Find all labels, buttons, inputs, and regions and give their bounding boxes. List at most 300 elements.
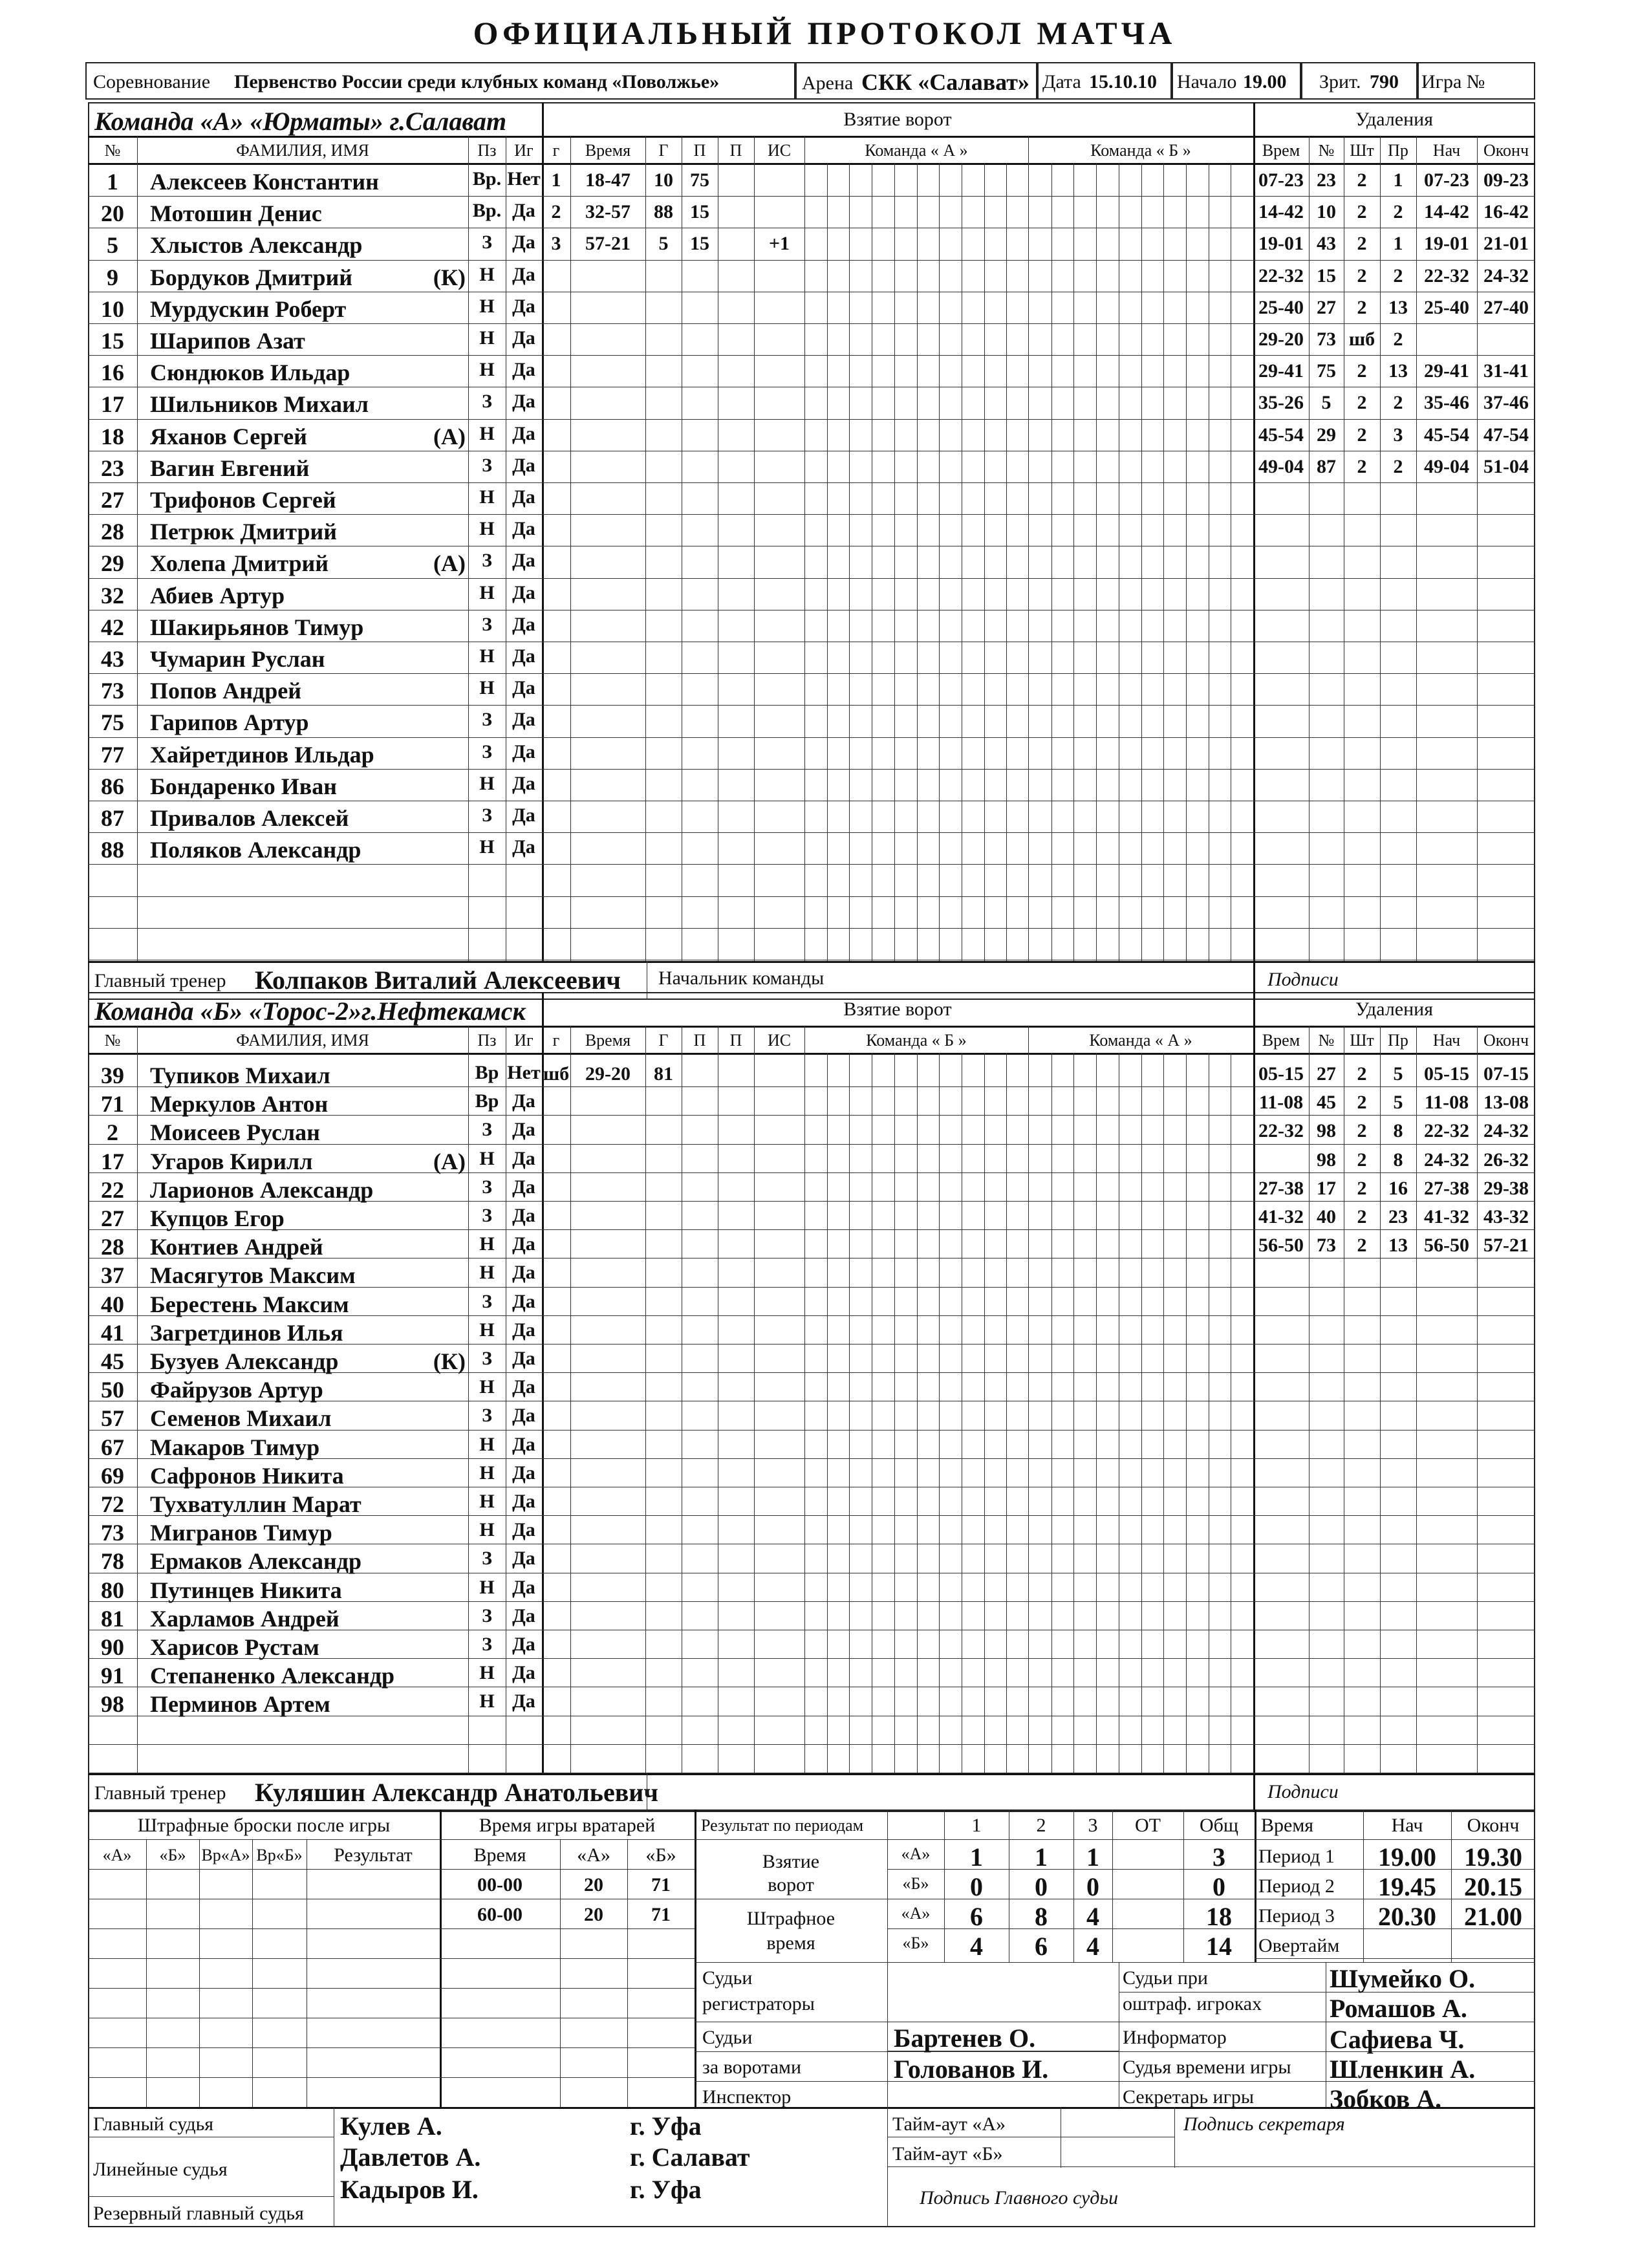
team_a-player-no: 77 — [101, 741, 124, 768]
registrars-label: Судьи — [702, 1967, 753, 1989]
grid-line — [917, 163, 918, 961]
team_a-pen-end: 47-54 — [1483, 424, 1529, 446]
team_a-player-pos: З — [482, 805, 492, 826]
team_a-goal-col: г — [552, 141, 560, 160]
team_b-pen-no: 98 — [1317, 1120, 1336, 1142]
period-col: 2 — [1036, 1815, 1046, 1836]
team_b-player-play: Да — [512, 1147, 535, 1169]
team_b-pen-col: Врем — [1262, 1031, 1300, 1050]
team_a-player-play: Да — [512, 550, 535, 572]
team_a-player-no: 10 — [101, 296, 124, 322]
team_b-player-no: 22 — [101, 1176, 124, 1203]
team_a-pen-no: 87 — [1317, 455, 1336, 477]
goalie-time: 00-00 — [477, 1874, 523, 1895]
team_a-pen-start: 14-42 — [1424, 201, 1469, 223]
grid-line — [849, 163, 850, 961]
team_a-player-pos: Н — [479, 263, 495, 285]
linesman: Давлетов А. — [340, 2143, 481, 2172]
team_a-player-name: Холепа Дмитрий — [150, 550, 329, 577]
team_a-pen-time: 25-40 — [1258, 296, 1304, 318]
team_a-player-no: 5 — [107, 232, 118, 259]
team_b-player-name: Путинцев Никита — [150, 1577, 342, 1603]
grid-line — [894, 1053, 895, 1773]
team_b-player-play: Да — [512, 1519, 535, 1541]
period-value: 14 — [1206, 1932, 1232, 1961]
team_b-player-name: Ермаков Александр — [150, 1548, 361, 1575]
grid-line — [88, 1958, 695, 1959]
spectators-cell — [1301, 62, 1417, 100]
team_a-player-pos: Н — [479, 327, 495, 349]
team_a-player-play: Да — [512, 200, 535, 222]
team_a-pen-col: № — [1318, 141, 1335, 160]
team_b-player-name: Купцов Егор — [150, 1205, 285, 1231]
grid-line — [88, 355, 1535, 356]
arena-label: Арена — [802, 72, 854, 94]
team_a-player-name: Петрюк Дмитрий — [150, 519, 338, 545]
shootout-result-label: Результат — [334, 1844, 413, 1866]
grid-line — [645, 1026, 646, 1773]
grid-line — [88, 578, 1535, 579]
team_b-player-name: Бузуев Александр — [150, 1348, 339, 1374]
start-label: Начало — [1177, 71, 1237, 92]
grid-line — [88, 928, 1535, 929]
grid-line — [88, 163, 1535, 165]
team_a-pen-end: 37-46 — [1483, 392, 1529, 414]
team_b-player-play: Да — [512, 1176, 535, 1198]
team_b-player-no: 39 — [101, 1063, 124, 1088]
team_a-pen-min: 2 — [1357, 265, 1367, 286]
grid-line — [252, 1839, 253, 2107]
grid-line — [1051, 163, 1052, 961]
team_a-goal-col: ИС — [767, 141, 792, 160]
team_b-goal-col: ИС — [767, 1031, 792, 1050]
team_a-pen-start: 29-41 — [1424, 360, 1469, 382]
team_b-pen-min: 2 — [1357, 1206, 1367, 1227]
team_b-player-pos: Н — [479, 1376, 495, 1398]
period-value: 1 — [1086, 1842, 1099, 1872]
team_a-player-pos: З — [482, 454, 492, 476]
shootout-col: Вр«Б» — [256, 1846, 303, 1864]
grid-line — [88, 2047, 695, 2048]
grid-line — [1096, 163, 1097, 961]
team_b-goal-col: П — [729, 1031, 742, 1050]
team_b-player-no: 41 — [101, 1319, 124, 1346]
spectators-value: 790 — [1370, 71, 1399, 92]
team_a-player-no: 75 — [101, 709, 124, 736]
grid-line — [754, 1026, 755, 1773]
team_b-player-no: 98 — [101, 1691, 124, 1718]
team_a-pen-time: 45-54 — [1258, 424, 1304, 446]
team_a-player-play: Да — [512, 836, 535, 858]
grid-line — [88, 1928, 695, 1929]
team_a-player-play: Да — [512, 263, 535, 285]
grid-line — [88, 961, 1535, 963]
team_b-pen-no: 17 — [1317, 1177, 1336, 1199]
team_b-player-pos: Вр — [475, 1062, 499, 1083]
team_a-player-name: Бордуков Дмитрий — [150, 264, 353, 290]
team_b-player-name: Загретдинов Илья — [150, 1319, 343, 1346]
team_a-player-role: (А) — [433, 423, 466, 449]
team_b-player-no: 73 — [101, 1520, 124, 1546]
team_a-pen-time: 29-41 — [1258, 360, 1304, 382]
start-cell — [1172, 62, 1301, 100]
penalty-box-label-2: оштраф. игроках — [1123, 1993, 1262, 2014]
team_b-player-play: Да — [512, 1662, 535, 1684]
grid-line — [88, 2077, 695, 2078]
team_a-player-name: Хайретдинов Ильдар — [150, 741, 374, 768]
team_b-pen-end: 26-32 — [1483, 1149, 1529, 1171]
team_b-player-name: Угаров Кирилл — [150, 1148, 313, 1174]
team_a-pen-col: Оконч — [1483, 141, 1529, 160]
team_a-player-play: Да — [512, 518, 535, 540]
team_b-player-play: Да — [512, 1090, 535, 1112]
team_b-player-no: 67 — [101, 1434, 124, 1460]
grid-line — [88, 196, 1535, 197]
team_a-player-pos: Н — [479, 645, 495, 667]
period-label: Период 1 — [1258, 1846, 1335, 1867]
team_b-player-name: Меркулов Антон — [150, 1091, 329, 1118]
team_b-player-no: 50 — [101, 1377, 124, 1403]
team_a-pen-min: 2 — [1357, 296, 1367, 318]
period-team: «А» — [901, 1844, 931, 1863]
team_a-goal-time: 57-21 — [585, 233, 630, 255]
team_a-pen-time: 14-42 — [1258, 201, 1304, 223]
team_b-signatures: Подписи — [1267, 1781, 1339, 1802]
linesman: Кадыров И. — [340, 2175, 479, 2204]
team_b-coach: Куляшин Александр Анатольевич — [255, 1778, 658, 1807]
team_a-player-no: 86 — [101, 773, 124, 799]
penalty-box-label: Судьи при — [1123, 1967, 1208, 1989]
grid-line — [88, 1773, 1535, 1775]
grid-line — [542, 1026, 544, 1773]
team_a-player-no: 18 — [101, 423, 124, 449]
grid-line — [1174, 2107, 1175, 2168]
team_a-player-name: Алексеев Константин — [150, 169, 379, 195]
team_a-pen-col: Нач — [1432, 141, 1461, 160]
team_b-player-no: 40 — [101, 1291, 124, 1317]
period-start: 19.00 — [1378, 1842, 1436, 1872]
period-team: «Б» — [902, 1934, 929, 1952]
team_a-player-no: 42 — [101, 614, 124, 640]
grid-line — [1006, 1053, 1007, 1773]
team_b-pen-min: 2 — [1357, 1120, 1367, 1142]
grid-line — [570, 1026, 571, 1773]
team_a-player-role: (А) — [433, 550, 466, 577]
team_a-player-no: 88 — [101, 837, 124, 863]
team_b-pen-end: 07-15 — [1483, 1063, 1529, 1085]
team_a-goal-time: 32-57 — [585, 201, 630, 223]
grid-line — [849, 1053, 850, 1773]
period-value: 4 — [1086, 1932, 1099, 1961]
team_b-pen-start: 05-15 — [1424, 1063, 1469, 1085]
team_a-pen-min: 2 — [1357, 201, 1367, 223]
team_b-player-pos: Н — [479, 1233, 495, 1255]
arena-cell — [795, 62, 1037, 100]
team_a-goals-title: Взятие ворот — [843, 109, 952, 130]
team_b-pen-reason: 5 — [1393, 1092, 1403, 1114]
grid-line — [1186, 163, 1187, 961]
team_a-player-name: Бондаренко Иван — [150, 773, 337, 799]
team_a-pen-min: 2 — [1357, 360, 1367, 382]
team_b-player-name: Контиев Андрей — [150, 1234, 323, 1260]
team_b-player-no: 27 — [101, 1205, 124, 1231]
team_b-player-name: Тухватуллин Марат — [150, 1491, 361, 1517]
team_a-header: Команда «А» «Юрматы» г.Салават — [94, 107, 507, 136]
team_a-player-name: Сюндюков Ильдар — [150, 360, 350, 386]
team_a-player-no: 15 — [101, 328, 124, 354]
team_b-player-play: Да — [512, 1604, 535, 1626]
team_b-player-role: (А) — [433, 1148, 466, 1174]
grid-line — [894, 163, 895, 961]
team_b-player-play: Да — [512, 1290, 535, 1312]
team_b-pen-min: 2 — [1357, 1149, 1367, 1171]
team_b-pen-reason: 8 — [1393, 1149, 1403, 1171]
team_b-pen-col: № — [1318, 1031, 1335, 1050]
team_a-col-no: № — [104, 141, 121, 160]
secretary-label: Секретарь игры — [1123, 2086, 1255, 2108]
team_b-pen-reason: 5 — [1393, 1063, 1403, 1085]
grid-line — [1028, 1026, 1029, 1773]
team_a-goal-scorer: 5 — [658, 233, 669, 255]
team_a-col-pos: Пз — [477, 141, 497, 160]
grid-line — [88, 832, 1535, 833]
team_a-pen-start: 19-01 — [1424, 233, 1469, 255]
team_b-player-play: Нет — [507, 1062, 541, 1083]
team_b-pen-start: 22-32 — [1424, 1120, 1469, 1142]
period-start: 19.45 — [1378, 1872, 1436, 1901]
team_b-goal-col: Время — [585, 1031, 631, 1050]
team_b-pen-time: 56-50 — [1258, 1235, 1304, 1257]
team_b-player-no: 69 — [101, 1462, 124, 1489]
goalie-a: 20 — [584, 1904, 603, 1925]
goalie-col: «Б» — [645, 1844, 676, 1866]
team_a-player-name: Чумарин Руслан — [150, 646, 325, 672]
team_b-player-no: 17 — [101, 1148, 124, 1174]
team_b-player-no: 28 — [101, 1234, 124, 1260]
team_b-player-play: Да — [512, 1576, 535, 1598]
period-value: 0 — [970, 1872, 983, 1901]
team_a-pen-min: 2 — [1357, 169, 1367, 191]
grid-line — [1112, 1809, 1113, 1962]
grid-line — [88, 2196, 334, 2197]
team_b-col-name: ФАМИЛИЯ, ИМЯ — [236, 1031, 369, 1050]
team_a-player-pos: З — [482, 709, 492, 731]
team_b-pen-start: 24-32 — [1424, 1149, 1469, 1171]
team_a-pen-time: 22-32 — [1258, 265, 1304, 286]
grid-line — [939, 163, 940, 961]
goalie-col: Время — [473, 1844, 526, 1866]
shootout-title: Штрафные броски после игры — [137, 1815, 391, 1836]
team_b-goal-col: г — [552, 1031, 560, 1050]
team_a-pen-no: 73 — [1317, 329, 1336, 350]
grid-line — [1073, 163, 1074, 961]
team_a-pen-reason: 1 — [1393, 169, 1403, 191]
team_b-pen-end: 24-32 — [1483, 1120, 1529, 1142]
team_a-pen-reason: 3 — [1393, 424, 1403, 446]
grid-line — [939, 1053, 940, 1773]
team_a-pen-time: 49-04 — [1258, 455, 1304, 477]
team_b-player-pos: Н — [479, 1576, 495, 1598]
grid-line — [88, 705, 1535, 706]
grid-line — [1186, 1053, 1187, 1773]
team_a-player-no: 29 — [101, 550, 124, 577]
team_a-pen-no: 29 — [1317, 424, 1336, 446]
grid-line — [1255, 1809, 1256, 1962]
goalie-b: 71 — [651, 1874, 671, 1895]
grid-line — [827, 163, 828, 961]
secretary-sign: Подпись секретаря — [1183, 2113, 1345, 2135]
team_a-col-name: ФАМИЛИЯ, ИМЯ — [236, 141, 369, 160]
date-value: 15.10.10 — [1089, 71, 1157, 92]
team_b-player-no: 72 — [101, 1491, 124, 1517]
team_b-player-play: Да — [512, 1205, 535, 1226]
grid-line — [146, 1839, 147, 2107]
team_a-player-no: 43 — [101, 646, 124, 672]
team_a-player-play: Нет — [507, 168, 541, 189]
reserve-label: Резервный главный судья — [93, 2203, 304, 2224]
period-start: 20.30 — [1378, 1902, 1436, 1931]
team_b-col-no: № — [104, 1031, 121, 1050]
team_a-player-play: Да — [512, 422, 535, 444]
team_a-player-name: Гарипов Артур — [150, 709, 309, 736]
game-number-label: Игра № — [1421, 71, 1485, 92]
goal-judge-2: Голованов И. — [894, 2055, 1049, 2084]
team_a-goal-col: П — [729, 141, 742, 160]
team_a-player-pos: Н — [479, 518, 495, 540]
team_a-pen-no: 43 — [1317, 233, 1336, 255]
team_a-player-play: Да — [512, 327, 535, 349]
team_a-team-col-2: Команда « Б » — [1090, 141, 1191, 160]
team_b-pen-min: 2 — [1357, 1235, 1367, 1257]
team_b-pen-no: 40 — [1317, 1206, 1336, 1227]
team_b-pen-reason: 8 — [1393, 1120, 1403, 1142]
team_a-pen-time: 07-23 — [1258, 169, 1304, 191]
timeout-b: Тайм-аут «Б» — [892, 2143, 1003, 2165]
team_a-pen-min: 2 — [1357, 455, 1367, 477]
grid-line — [88, 673, 1535, 674]
team_a-player-no: 1 — [107, 169, 118, 195]
team_a-goal-col: Время — [585, 141, 631, 160]
linesmen-label: Линейные судья — [93, 2159, 228, 2180]
team_a-player-name: Абиев Артур — [150, 582, 285, 609]
team_b-pen-start: 41-32 — [1424, 1206, 1469, 1227]
team_b-player-pos: Н — [479, 1262, 495, 1284]
period-time-col: Время — [1261, 1815, 1314, 1836]
grid-line — [1141, 1053, 1142, 1773]
team_a-player-no: 20 — [101, 200, 124, 227]
team_b-player-no: 78 — [101, 1548, 124, 1575]
team_b-coach-label: Главный тренер — [94, 1782, 226, 1804]
grid-line — [887, 2166, 1535, 2167]
grid-line — [1141, 163, 1142, 961]
team_a-pen-start: 25-40 — [1424, 296, 1469, 318]
team_a-player-play: Да — [512, 295, 535, 317]
team_a-pen-reason: 1 — [1393, 233, 1403, 255]
pim-label: Штрафное — [746, 1908, 835, 1929]
period-value: 4 — [1086, 1902, 1099, 1931]
linesman-city: г. Салават — [630, 2143, 750, 2172]
grid-line — [1253, 1773, 1255, 1812]
team_b-player-play: Да — [512, 1119, 535, 1141]
team_a-player-name: Хлыстов Александр — [150, 232, 363, 259]
team_a-player-pos: З — [482, 740, 492, 762]
timeout-a: Тайм-аут «А» — [892, 2113, 1006, 2135]
team_a-player-play: Да — [512, 359, 535, 381]
team_a-pen-reason: 13 — [1388, 360, 1408, 382]
team_b-player-pos: З — [482, 1205, 492, 1226]
team_a-pen-no: 23 — [1317, 169, 1336, 191]
team_b-player-pos: З — [482, 1634, 492, 1655]
team_b-player-no: 37 — [101, 1262, 124, 1289]
team_a-goal-scorer: 88 — [654, 201, 673, 223]
team_b-player-play: Да — [512, 1348, 535, 1369]
team_a-player-play: Да — [512, 709, 535, 731]
team_a-player-play: Да — [512, 391, 535, 413]
grid-line — [88, 1988, 695, 1989]
team_a-player-name: Привалов Алексей — [150, 805, 349, 831]
grid-line — [88, 1053, 1535, 1055]
team_a-player-no: 73 — [101, 678, 124, 704]
period-label: Овертайм — [1258, 1935, 1340, 1956]
period-end: 21.00 — [1464, 1902, 1522, 1931]
team_a-player-no: 32 — [101, 582, 124, 609]
team_a-player-pos: З — [482, 550, 492, 572]
team_a-goal-g: 1 — [551, 169, 561, 191]
referee-city: г. Уфа — [630, 2111, 702, 2141]
period-col: 1 — [971, 1815, 982, 1836]
team_a-signatures: Подписи — [1267, 969, 1339, 990]
grid-line — [1163, 163, 1164, 961]
team_b-player-name: Берестень Максим — [150, 1291, 349, 1317]
grid-line — [199, 1839, 200, 2107]
team_b-pen-col: Шт — [1350, 1031, 1374, 1050]
team_a-pen-no: 15 — [1317, 265, 1336, 286]
period-team: «А» — [901, 1904, 931, 1923]
team_a-player-name: Шильников Михаил — [150, 391, 369, 418]
team_a-player-pos: Н — [479, 422, 495, 444]
grid-line — [804, 1026, 805, 1773]
team_a-player-pos: Вр. — [472, 200, 502, 222]
referee: Кулев А. — [340, 2111, 442, 2141]
team_b-player-pos: З — [482, 1119, 492, 1141]
team_a-pen-time: 19-01 — [1258, 233, 1304, 255]
shootout-col: «Б» — [159, 1846, 186, 1864]
team_a-goal-scorer: 10 — [654, 169, 673, 191]
competition-label: Соревнование — [93, 71, 211, 92]
spectators-label: Зрит. — [1319, 71, 1361, 92]
team_b-player-pos: Н — [479, 1433, 495, 1455]
team_a-player-name: Мотошин Денис — [150, 200, 322, 227]
team_a-goal-assist1: 75 — [690, 169, 709, 191]
team_a-player-play: Да — [512, 805, 535, 826]
team_a-pen-min: 2 — [1357, 233, 1367, 255]
team_a-pen-reason: 2 — [1393, 392, 1403, 414]
team_a-pen-no: 5 — [1321, 392, 1331, 414]
team_a-player-pos: Н — [479, 486, 495, 508]
team_a-goal-g: 2 — [551, 201, 561, 223]
period-value: 18 — [1206, 1902, 1232, 1931]
team_b-pen-no: 45 — [1317, 1092, 1336, 1114]
team_b-player-pos: Н — [479, 1662, 495, 1684]
team_a-player-no: 28 — [101, 519, 124, 545]
informer-label: Информатор — [1123, 2027, 1227, 2048]
date-cell — [1037, 62, 1172, 100]
team_b-player-name: Тупиков Михаил — [150, 1063, 330, 1088]
team_b-pen-time: 41-32 — [1258, 1206, 1304, 1227]
goal-judge-1: Бартенев О. — [894, 2024, 1036, 2053]
team_b-player-name: Масягутов Максим — [150, 1262, 356, 1289]
grid-line — [984, 1053, 985, 1773]
